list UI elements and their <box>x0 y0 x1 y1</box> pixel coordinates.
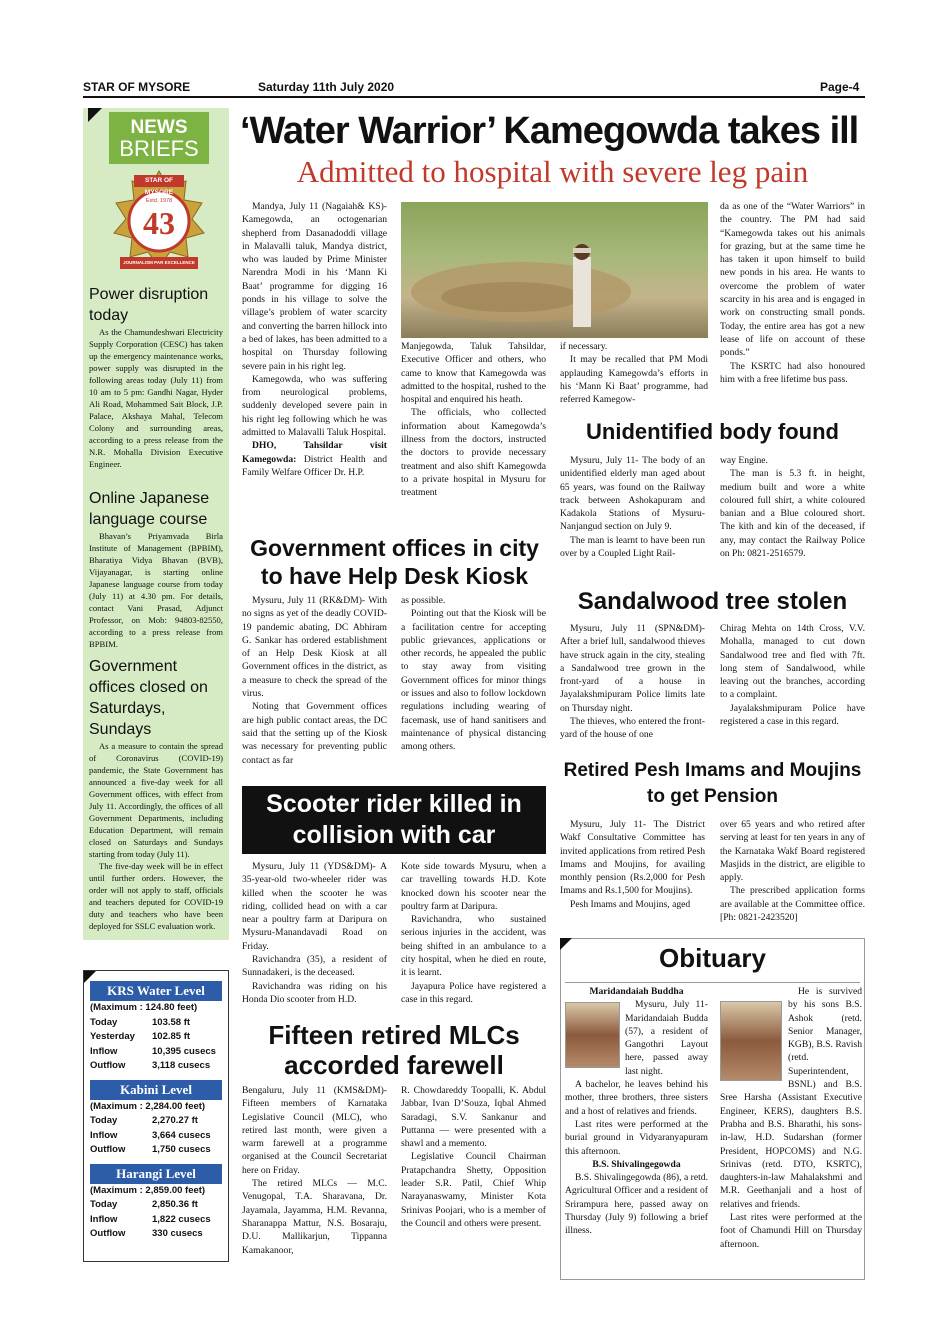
kiosk-headline: Government offices in city to have Help Desk Kiosk <box>250 535 539 589</box>
news-briefs-box <box>109 112 209 164</box>
logo-estd: Estd. 1978 <box>145 198 173 204</box>
krs-title: KRS Water Level <box>90 981 222 1001</box>
logo-number: 43 <box>143 205 175 241</box>
lead-col-2: Manjegowda, Taluk Tahsildar, Executive Officer and others, who came to know that Kamegowda was admitted to the hospital, rushed to the hospital and enquired his heath. The officials, who collected information about Kamegowda’s illness from the doctors, instructed the doctors to provide necessary treatment and also shift Kamegowda to a private hospital in Mysuru for treatment <box>401 341 546 499</box>
scooter-col-1: Mysuru, July 11 (YDS&DM)- A 35-year-old two-wheeler rider was killed when the scooter he was riding, collided head on with a car near a poultry farm at Daripura on Mysuru-Manandavadi Road on Friday. Ravichandra (35), a resident of Sunnadakeri, is the deceased. Ravichandra was riding on his Honda Dio scooter from H.D. <box>242 861 387 1005</box>
water-level-box <box>83 970 229 1262</box>
obituary-photo-2 <box>720 1001 782 1081</box>
harangi-row: Outflow 330 cusecs <box>90 1228 203 1239</box>
brief-heading: Government offices closed on Saturdays, Sundays <box>89 658 208 738</box>
kabini-row: Inflow 3,664 cusecs <box>90 1129 211 1141</box>
pension-headline: Retired Pesh Imams and Moujins to get Pension <box>563 760 862 807</box>
lead-headline: ‘Water Warrior’ Kamegowda takes ill <box>240 110 859 152</box>
brief-heading: Power disruption today <box>89 286 209 324</box>
kabini-row: Outflow 1,750 cusecs <box>90 1144 211 1155</box>
brief-power <box>89 284 223 470</box>
issue-date: Saturday 11th July 2020 <box>258 80 395 94</box>
harangi-row: Today 2,850.36 ft <box>90 1199 198 1210</box>
brief-body: As the Chamundeshwari Electricity Supply Corporation (CESC) has taken up the emergency maintenance works, power supply was disrupted in the following areas today (July 11) from 10 am to 5 pm: Gandhi Nagar, Hyder Ali Road, Mohammed Sait Block, J.P. Palace, Akshaya Mahal, Telecom Colony and surrounding areas, according to a press release from the N.R. Mohalla Division Executive Engineer. <box>89 327 223 469</box>
paper-name: STAR OF MYSORE <box>83 80 191 94</box>
kamegowda-photo <box>401 202 708 338</box>
krs-row: Yesterday 102.85 ft <box>90 1031 191 1042</box>
lead-col-3: if necessary. It may be recalled that PM Modi applauding Kamegowda’s efforts in his ‘Mann Ki Baat’ programme, had referred Kamegow- <box>560 341 708 406</box>
corner-triangle <box>84 971 96 983</box>
kiosk-col-1: Mysuru, July 11 (RK&DM)- With no signs as yet of the deadly COVID-19 pandemic abating, DC Abhiram G. Sankar has ordered establishment of an Help Desk Kiosk at all Government offices in the district, as a measure to check the spread of the virus. Noting that Government offices are high public contact areas, the DC said that the setting up of the Kiosk was necessary for preventing public contact as far <box>242 595 387 766</box>
harangi-max: (Maximum : 2,859.00 feet) <box>90 1184 206 1196</box>
sandalwood-col-1: Mysuru, July 11 (SPN&DM)- After a brief lull, sandalwood thieves have struck again in the city, stealing a Sandalwood tree grown in the front-yard of a house in Jayalakshmipuram Police limits late on Thursday night. The thieves, who entered the front-yard of the house of one <box>560 623 705 741</box>
news-briefs-title-1: NEWS <box>130 117 188 138</box>
news-briefs-title-2: BRIEFS <box>119 136 199 161</box>
anniversary-logo <box>100 167 218 279</box>
scooter-headline: Scooter rider killed in collision with car <box>242 786 546 854</box>
body-found-col-2: way Engine. The man is 5.3 ft. in height, medium built and wore a white coloured full shirt, a white coloured banian and a Blue coloured short. The kith and kin of the deceased, if any, may contact the Railway Police on Ph: 0821-2516579. <box>720 455 865 560</box>
brief-body: As a measure to contain the spread of Coronavirus (COVID-19) pandemic, the State Government has announced a five-day week for all Government offices, with effect from July 11. Accordingly, the offices of all Government Departments, including Education Department, will remain closed on Saturdays and Sundays starting from today (July 11). <box>89 741 223 859</box>
mlcs-headline: Fifteen retired MLCs accorded farewell <box>268 1020 520 1080</box>
body-found-headline: Unidentified body found <box>586 419 839 444</box>
lead-subhead: Admitted to hospital with severe leg pain <box>296 154 809 189</box>
kabini-row: Today 2,270.27 ft <box>90 1115 198 1126</box>
obituary-col-1: Maridandaiah Buddha Mysuru, July 11- Maridandaiah Budda (57), a resident of Gangothri Layout here, passed away last night. A bachelor, he leaves behind his mother, three brothers, three sisters and a host of relatives and friends. Last rites were performed at the burial ground in Vidyaranyapuram this afternoon. B.S. Shivalingegowda B.S. Shivalingegowda (86), a retd. Agricultural Officer and a resident of Srirampura here, passed away on Thursday (July 9) following a brief illness. <box>565 986 708 1237</box>
brief-heading: Online Japanese language course <box>89 490 210 528</box>
obituary-name-2: B.S. Shivalingegowda <box>592 1158 681 1170</box>
kiosk-col-2: as possible. Pointing out that the Kiosk will be a facilitation centre for accepting public grievances, applications or other records, he appealed the public to stay away from visiting Government offices for minor things or issues and also to follow lockdown regulations including wearing of facemask, use of hand sanitisers and maintenance of physical distancing among others. <box>401 595 546 753</box>
header-rule <box>83 96 865 98</box>
page-number: Page-4 <box>820 80 860 94</box>
kabini-title: Kabini Level <box>90 1080 222 1100</box>
pension-col-2: over 65 years and who retired after serving at least for ten years in any of the Karnataka Wakf Board registered Masjids in the district, are eligible to apply. The prescribed application forms are available at the Committee office. [Ph: 0821-2423520] <box>720 819 865 924</box>
lead-col-4: da as one of the “Water Warriors” in the country. The PM had said “Kamegowda takes out his animals for grazing, but at the same time he has taken it upon himself to build new ponds in his area. He wants to overcome the problem of water scarcity in his area and is engaged in work on constructing small ponds. Today, the entire area has got a new lease of life on account of these ponds.” The KSRTC had also honoured him with a free lifetime bus pass. <box>720 201 865 385</box>
corner-triangle <box>88 108 102 122</box>
krs-row: Today 103.58 ft <box>90 1016 191 1028</box>
lead-col-1: Mandya, July 11 (Nagaiah& KS)- Kamegowda, an octogenarian shepherd from Dasanadoddi village in Malavalli taluk, Mandya district, who was lauded by Prime Minister Narendra Modi in his ‘Mann Ki Baat’ programme for digging 16 ponds in his village to solve the village’s problem of water scarcity and converting the barren hillock into a bed of lakes, has been admitted to a hospital on Thursday following severe pain in his right leg. Kamegowda, who was suffering from neurological problems, suddenly developed severe pain in his right leg following which he was admitted to Malavalli Taluk Hospital. DHO, Tahsildar visit Kamegowda: District Health and Family Welfare Officer Dr. H.P. <box>242 201 387 478</box>
krs-row: Outflow 3,118 cusecs <box>90 1060 211 1071</box>
mlcs-col-1: Bengaluru, July 11 (KMS&DM)- Fifteen members of Karnataka Legislative Council (MLC), who retired last month, were given a warm farewell at a programme organised at the Council Secretariat here on Friday. The retired MLCs — M.C. Venugopal, T.A. Sharavana, Dr. Jayamala, Jayamma, H.M. Revanna, Sharanappa Mattur, N.S. Bosaraju, D.U. Mallikarjun, Tippanna Kamakanoor, <box>242 1085 387 1256</box>
sandalwood-headline: Sandalwood tree stolen <box>577 588 848 615</box>
brief-govt-offices <box>89 656 223 932</box>
logo-paper-name: STAR OF MYSORE <box>144 177 174 196</box>
pension-col-1: Mysuru, July 11- The District Wakf Consultative Committee has invited applications from retired Pesh Imams and Moujins, for availing monthly pension (Rs.2,000 for Pesh Imams and Rs.1,500 for Moujins). Pesh Imams and Moujins, aged <box>560 819 705 910</box>
photo-illustration <box>401 202 708 338</box>
obituary-photo-1 <box>565 1002 620 1068</box>
scooter-col-2: Kote side towards Mysuru, when a car travelling towards H.D. Kote knocked down his scooter near the poultry farm at Daripura. Ravichandra, who sustained serious injuries in the accident, was being shifted in an ambulance to a city hospital, when he died en route, it is learnt. Jayapura Police have registered a case in this regard. <box>401 861 546 1005</box>
obituary-col-2: He is survived by his sons B.S. Ashok (retd. Senior Manager, KGB), B.S. Ravish (retd. Superintendent, BSNL) and B.S. Sree Harsha (Assistant Executive Engineer, KERS), daughters B.S. Prabha and B.S. Bharathi, his sons-in-law, H.D. Sudarshan (former President, HOPCOMS) and N.G. Srinivas (retd. DTO, KSRTC), daughters-in-law Mahalakshmi and M.R. Geethanjali and a host of relatives and friends. Last rites were performed at the foot of Chamundi Hill on Thursday afternoon. <box>720 986 862 1250</box>
brief-body: Bhavan’s Priyamvada Birla Institute of Management (BPBIM), Bharatiya Vidya Bhavan (BVB), Vijayanagar, is starting online Japanese language course from today (July 11) at 4.30 pm. For details, contact Vani Prasad, Adjunct Professor, on Mob: 94803-82550, according to a press release from BPBIM. <box>89 531 223 649</box>
mlcs-col-2: R. Chowdareddy Toopalli, K. Abdul Jabbar, Ivan D’Souza, Iqbal Ahmed Saradagi, S.V. Sankanur and Puttanna — were presented with a shawl and a memento. Legislative Council Chairman Pratapchandra Shetty, Opposition leader S.R. Patil, Chief Whip Narayanaswamy, Minister Kota Srinivas Poojari, who is a member of the Council and others were present. <box>401 1085 546 1229</box>
logo-motto: JOURNALISM PAR EXCELLENCE <box>123 260 195 265</box>
krs-max: (Maximum : 124.80 feet) <box>90 1002 198 1013</box>
brief-body-2: The five-day week will be in effect until further orders. However, the order will not apply to staff, officials and teachers deputed for COVID-19 duty and teachers who have been deployed for SSLC evaluation work. <box>89 861 223 931</box>
obituary-rule <box>565 982 860 983</box>
kabini-max: (Maximum : 2,284.00 feet) <box>90 1100 206 1112</box>
harangi-title: Harangi Level <box>90 1164 222 1184</box>
body-found-col-1: Mysuru, July 11- The body of an unidentified elderly man aged about 65 years, was found on the Railway track between Ashokapuram and Kadakola Stations of Mysuru-Nanjangud section on July 9. The man is learnt to have been run over by a Coupled Light Rail- <box>560 455 705 560</box>
brief-japanese <box>89 488 223 650</box>
harangi-row: Inflow 1,822 cusecs <box>90 1213 211 1225</box>
obituary-name-1: Maridandaiah Buddha <box>589 986 684 997</box>
krs-row: Inflow 10,395 cusecs <box>90 1045 216 1057</box>
sandalwood-col-2: Chirag Mehta on 14th Cross, V.V. Mohalla, managed to cut down Sandalwood tree and fled with 7ft. long stem of Sandalwood, while leaving out the branches, according to a complaint. Jayalakshmipuram Police have registered a case in this regard. <box>720 623 865 728</box>
obituary-headline: Obituary <box>659 943 766 973</box>
